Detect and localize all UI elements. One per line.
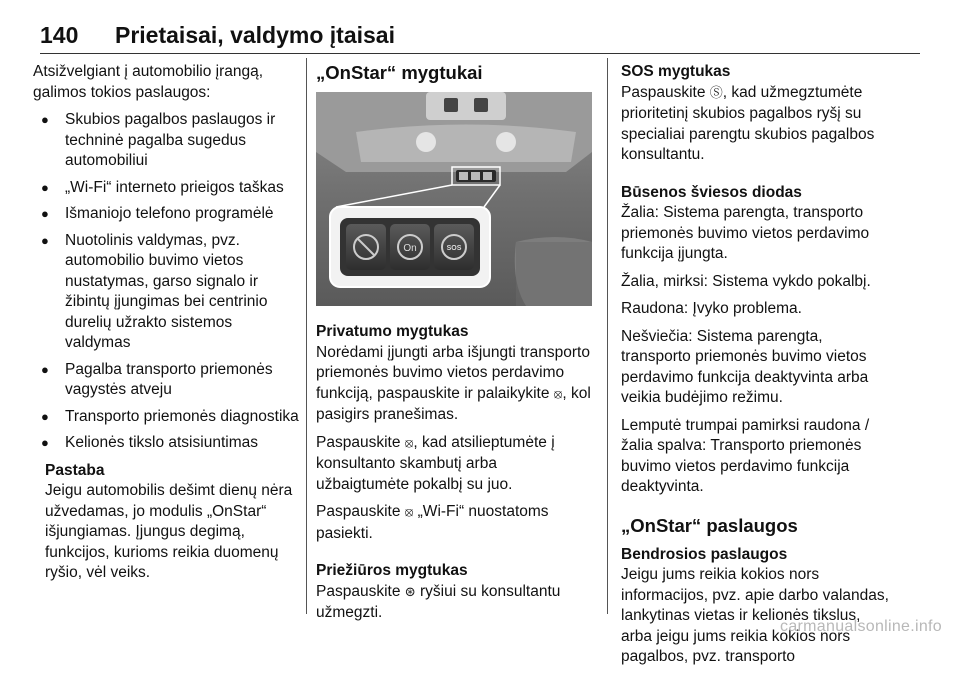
page-header [40,22,920,52]
list-item: ● Išmaniojo telefono programėlė [33,204,301,225]
sos-icon: Ⓢ [709,85,723,101]
led-paragraph-4: Nešviečia: Sistema parengta, transporto priemonės buvimo vietos perdavimo funkcija deaktyvinta arba veikia budėjimo režimu. [621,327,869,406]
privacy-button-title: Privatumo mygtukas [316,323,469,340]
led-paragraph-3: Raudona: Įvyko problema. [621,300,802,317]
list-item: ● Skubios pagalbos paslaugos ir techninė pagalba sugedus automobiliui [33,110,301,172]
onstar-buttons-figure [316,92,592,306]
services-heading: „OnStar“ paslaugos [621,514,798,536]
sos-button-label: SOS [446,245,462,252]
note-text: Jeigu automobilis dešimt dienų nėra užvedamas, jo modulis „OnStar“ išjungiamas. Įjungus degimą, funkcijos, kurioms reikia duomenų ryšio, vėl veiks. [45,482,293,581]
column-2 [316,62,594,631]
service-list [33,110,301,454]
list-item: ● Nuotolinis valdymas, pvz. automobilio buvimo vietos nustatymas, garso signalo ir žibintų įjungimas bei centrinio durelių užrakto sistemos valdymas [33,231,301,354]
service-button-title: Priežiūros mygtukas [316,562,468,579]
column-divider-2 [607,58,608,614]
column-1 [33,62,301,584]
watermark: carmanualsonline.info [780,618,942,635]
service-paragraph: Paspauskite ⊛ ryšiui su konsultantu užmegzti. [316,582,561,621]
led-paragraph-1: Žalia: Sistema parengta, transporto priemonės buvimo vietos perdavimo funkcija įjungta. [621,204,870,262]
list-item: ● Transporto priemonės diagnostika [33,407,301,428]
section-heading: „OnStar“ mygtukai [316,62,483,83]
sos-button-title: SOS mygtukas [621,63,731,80]
privacy-paragraph-1: Norėdami įjungti arba išjungti transporto priemonės buvimo vietos perdavimo funkciją, paspauskite ir palaikykite ⦻, kol pasigirs pranešimas. [316,343,591,423]
onstar-icon: ⊛ [404,584,416,600]
privacy-paragraph-3: Paspauskite ⦻ „Wi-Fi“ nuostatoms pasiekti. [316,503,549,542]
column-divider-1 [306,58,307,614]
column-3 [621,62,893,675]
page-number: 140 [40,22,79,48]
list-item: ● „Wi-Fi“ interneto prieigos taškas [33,178,301,199]
led-paragraph-2: Žalia, mirksi: Sistema vykdo pokalbį. [621,272,871,290]
general-services-title: Bendrosios paslaugos [621,545,788,563]
note-title: Pastaba [45,461,105,479]
privacy-icon: ⦻ [553,386,563,402]
list-item: ● Pagalba transporto priemonės vagystės atveju [33,360,301,401]
privacy-icon: ⦻ [404,435,414,451]
led-title: Būsenos šviesos diodas [621,183,802,201]
led-paragraph-5: Lemputė trumpai pamirksi raudona / žalia spalva: Transporto priemonės buvimo vietos perdavimo funkcija deaktyvinta. [621,416,870,495]
header-rule [40,53,920,54]
list-item: ● Kelionės tikslo atsisiuntimas [33,433,301,454]
privacy-paragraph-2: Paspauskite ⦻, kad atsilieptumėte į konsultanto skambutį arba užbaigtumėte pokalbį su juo. [316,433,555,493]
note-box [45,461,301,584]
on-button-label: On [403,243,417,254]
sos-paragraph: Paspauskite Ⓢ, kad užmegztumėte prioritetinį skubios pagalbos ryšį su specialiai parengtu skubios pagalbos konsultantu. [621,83,875,163]
privacy-icon: ⦻ [404,505,414,520]
page-title: Prietaisai, valdymo įtaisai [115,22,395,48]
general-services-paragraph: Jeigu jums reikia kokios nors informacijos, pvz. apie darbo valandas, lankytinas vietas ir kelionės tikslus, arba jeigu jums reikia kokios nors pagalbos, pvz. transporto [621,566,889,665]
intro-paragraph: Atsižvelgiant į automobilio įrangą, galimos tokios paslaugos: [33,63,264,101]
